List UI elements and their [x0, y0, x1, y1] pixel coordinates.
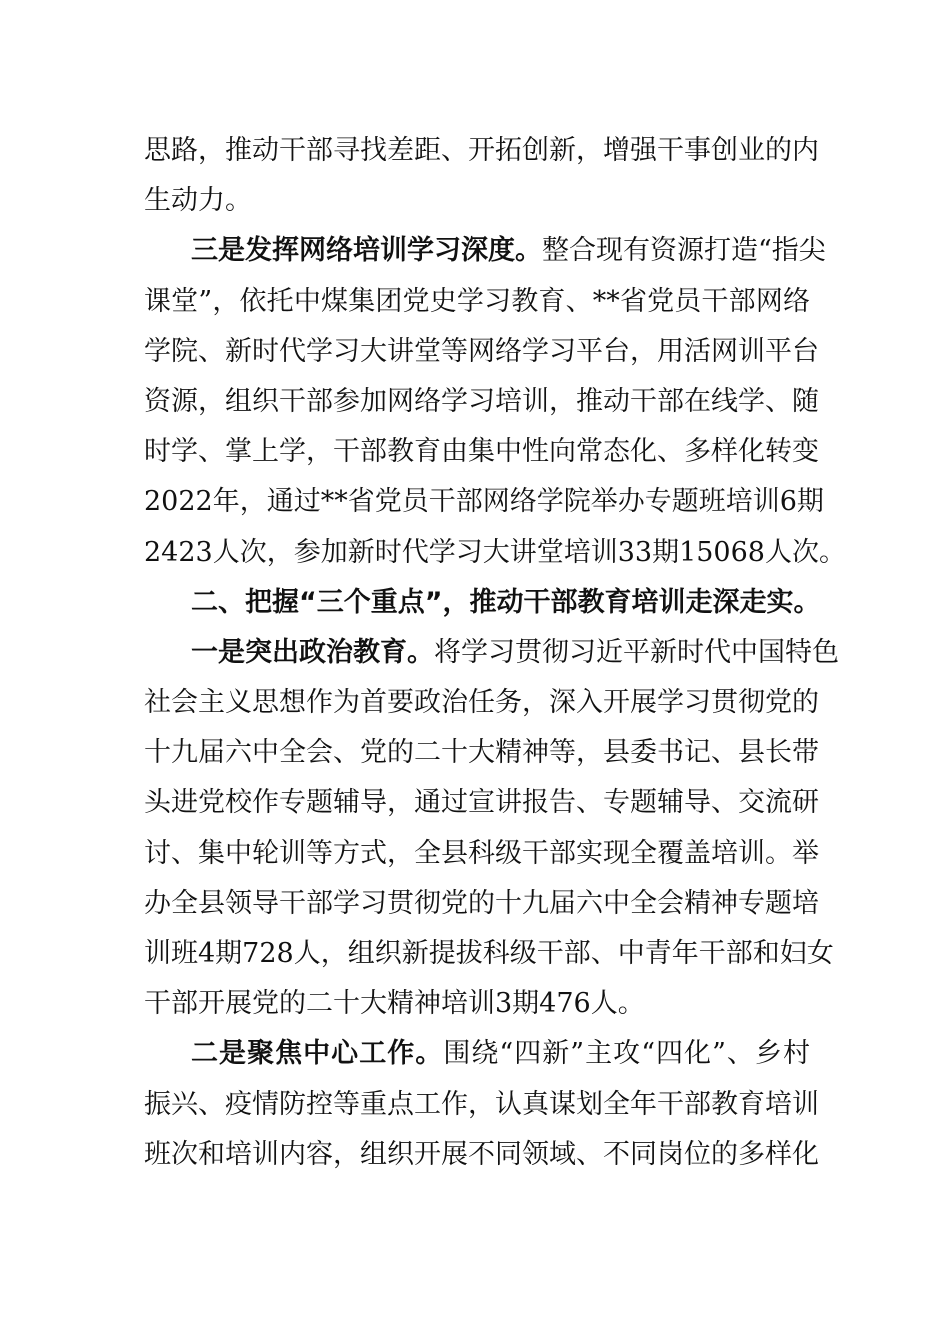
section-heading-three-focus [144, 578, 821, 628]
body-line-16: 办全县领导干部学习贯彻党的十九届六中全会精神专题培 [144, 887, 819, 919]
body-line-13: 十九届六中全会、党的二十大精神等，县委书记、县长带 [144, 737, 819, 769]
body-line-20: 振兴、疫情防控等重点工作，认真谋划全年干部教育培训 [144, 1088, 819, 1120]
body-line-4: 课堂”，依托中煤集团党史学习教育、**省党员干部网络 [144, 285, 810, 317]
body-line-18: 干部开展党的二十大精神培训3期476人。 [144, 988, 645, 1020]
bold-lead: 一是突出政治教育。 [191, 636, 434, 668]
body-line-5: 学院、新时代学习大讲堂等网络学习平台，用活网训平台 [144, 335, 819, 367]
bold-lead: 二是聚焦中心工作。 [191, 1038, 444, 1070]
para-heading-central-work: 二是聚焦中心工作。围绕“四新”主攻“四化”、乡村 [191, 1038, 811, 1070]
body-line-21: 班次和培训内容，组织开展不同领域、不同岗位的多样化 [144, 1138, 819, 1170]
body-line-17: 训班4期728人，组织新提拔科级干部、中青年干部和妇女 [144, 938, 834, 969]
para-heading-online-training: 三是发挥网络培训学习深度。整合现有资源打造“指尖 [191, 235, 826, 267]
body-line-12: 社会主义思想作为首要政治任务，深入开展学习贯彻党的 [144, 687, 819, 719]
body-line-14: 头进党校作专题辅导，通过宣讲报告、专题辅导、交流研 [144, 787, 819, 819]
body-line-9: 2423人次，参加新时代学习大讲堂培训33期15068人次。 [144, 536, 846, 568]
document-body [144, 126, 846, 1180]
body-line-8: 2022年，通过**省党员干部网络学院举办专题班培训6期 [144, 486, 824, 518]
bold-lead: 三是发挥网络培训学习深度。 [191, 235, 542, 267]
body-line-2: 生动力。 [144, 185, 252, 217]
section-heading-text: 二、把握“三个重点”，推动干部教育培训走深走实。 [191, 586, 821, 618]
body-line-1: 思路，推动干部寻找差距、开拓创新，增强干事创业的内 [144, 135, 819, 166]
para-heading-political-education: 一是突出政治教育。将学习贯彻习近平新时代中国特色 [191, 636, 839, 668]
body-line-7: 时学、掌上学，干部教育由集中性向常态化、多样化转变 [144, 436, 819, 468]
body-line-15: 讨、集中轮训等方式，全县科级干部实现全覆盖培训。举 [144, 837, 819, 869]
body-line-6: 资源，组织干部参加网络学习培训，推动干部在线学、随 [144, 385, 819, 417]
